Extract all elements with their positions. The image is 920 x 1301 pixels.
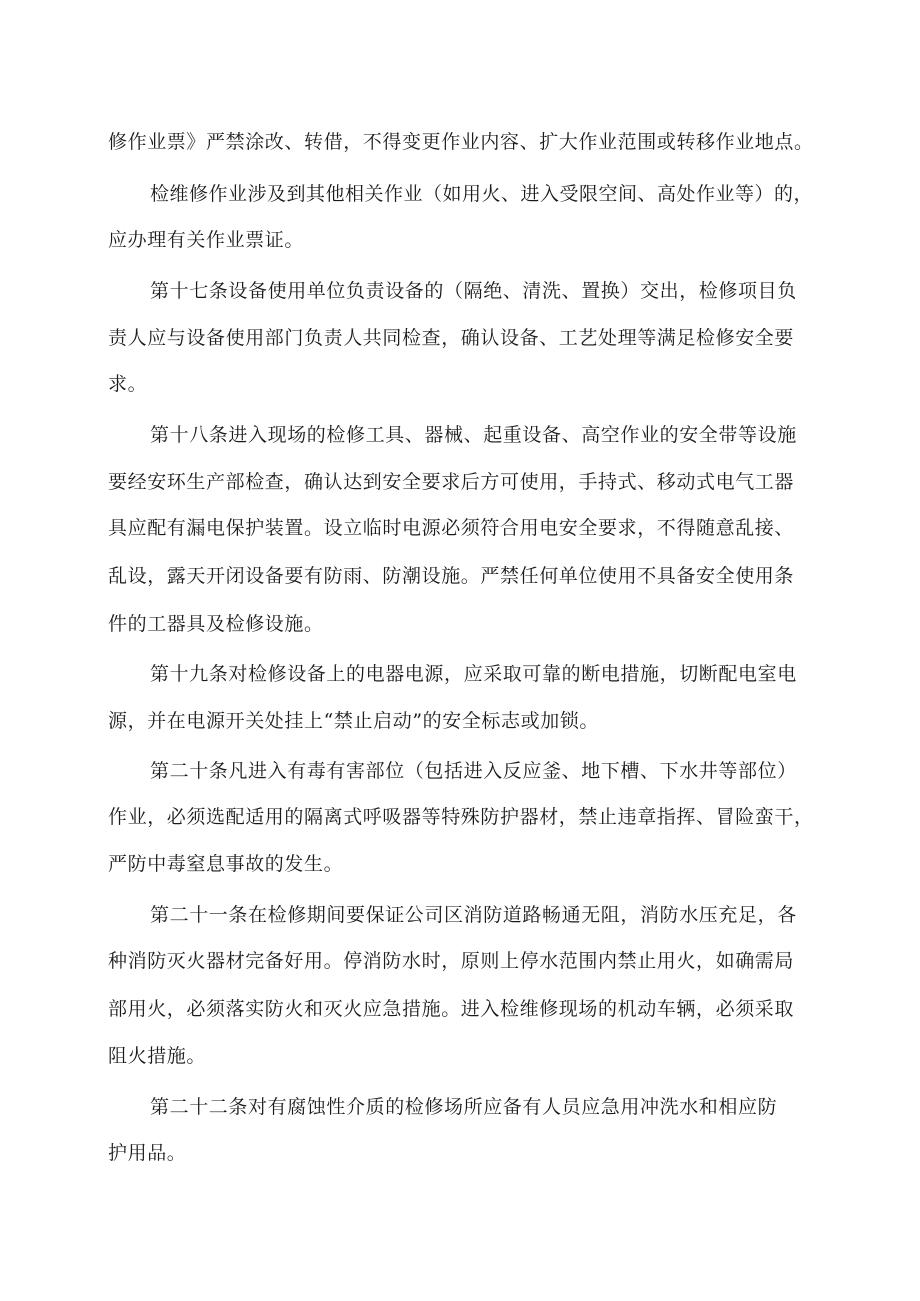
text-line: 应办理有关作业票证。 xyxy=(108,229,305,251)
text-line: 修作业票》严禁涂改、转借，不得变更作业内容、扩大作业范围或转移作业地点。 xyxy=(108,131,814,153)
text-line: 第十八条进入现场的检修工具、器械、起重设备、高空作业的安全带等设施 xyxy=(150,424,797,446)
text-line: 护用品。 xyxy=(108,1142,187,1164)
text-line: 部用火，必须落实防火和灭火应急措施。进入检维修现场的机动车辆，必须采取 xyxy=(108,998,795,1020)
text-line: 第二十二条对有腐蚀性介质的检修场所应备有人员应急用冲洗水和相应防 xyxy=(150,1096,778,1118)
text-line: 件的工器具及检修设施。 xyxy=(108,613,324,635)
text-line: 作业，必须选配适用的隔离式呼吸器等特殊防护器材，禁止违章指挥、冒险蛮干， xyxy=(108,806,814,828)
text-line: 乱设，露天开闭设备要有防雨、防潮设施。严禁任何单位使用不具备安全使用条 xyxy=(108,565,795,587)
text-line: 阻火措施。 xyxy=(108,1045,207,1067)
text-line: 种消防灭火器材完备好用。停消防水时，原则上停水范围内禁止用火，如确需局 xyxy=(108,950,795,972)
text-line: 第二十条凡进入有毒有害部位（包括进入反应釜、地下槽、下水井等部位） xyxy=(150,760,797,782)
text-line: 源，并在电源开关处挂上“禁止启动”的安全标志或加锁。 xyxy=(108,710,600,732)
text-line: 责人应与设备使用部门负责人共同检查，确认设备、工艺处理等满足检修安全要 xyxy=(108,327,795,349)
text-line: 检维修作业涉及到其他相关作业（如用火、进入受限空间、高处作业等）的， xyxy=(150,183,814,205)
text-line: 求。 xyxy=(108,373,148,395)
text-line: 第二十一条在检修期间要保证公司区消防道路畅通无阻，消防水压充足，各 xyxy=(150,904,797,926)
text-line: 第十九条对检修设备上的电器电源，应采取可靠的断电措施，切断配电室电 xyxy=(150,663,797,685)
text-line: 具应配有漏电保护装置。设立临时电源必须符合用电安全要求，不得随意乱接、 xyxy=(108,517,795,539)
text-line: 严防中毒窒息事故的发生。 xyxy=(108,853,344,875)
text-line: 要经安环生产部检查，确认达到安全要求后方可使用，手持式、移动式电气工器 xyxy=(108,471,795,493)
text-line: 第十七条设备使用单位负责设备的（隔绝、清洗、置换）交出，检修项目负 xyxy=(150,280,797,302)
